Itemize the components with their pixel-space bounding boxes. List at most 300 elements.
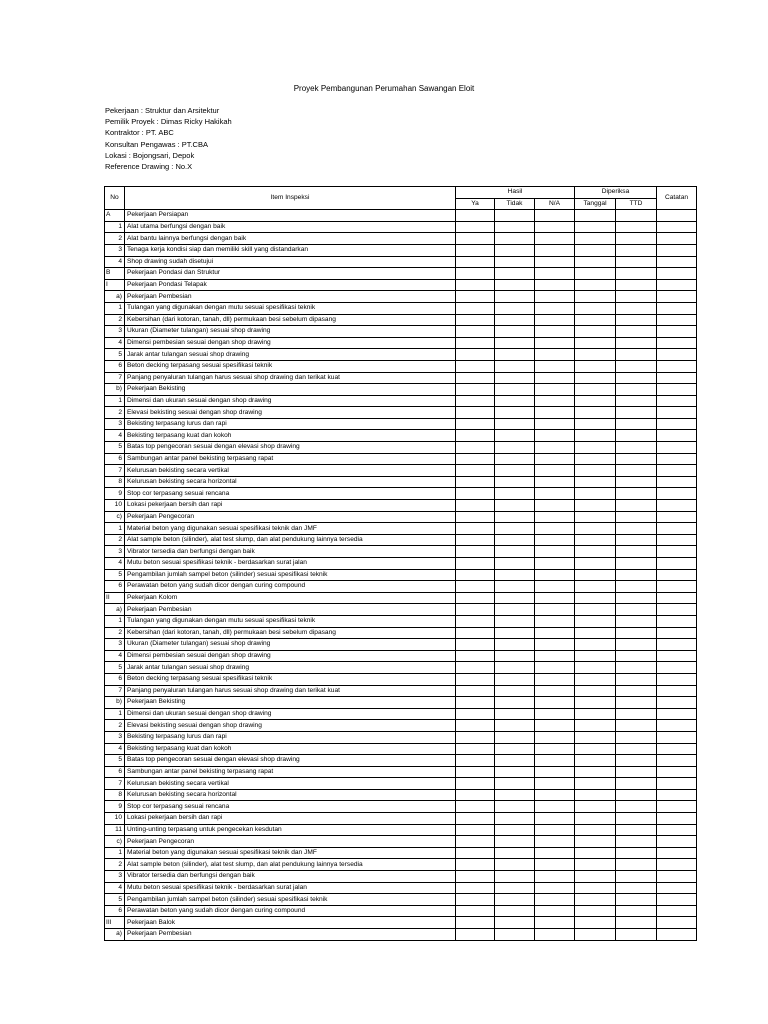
- cell-ya: [456, 778, 495, 790]
- row-number: 4: [105, 882, 125, 894]
- table-row: [105, 268, 697, 280]
- cell-na: [535, 673, 575, 685]
- cell-ttd: [616, 743, 657, 755]
- table-row: [105, 569, 697, 581]
- row-number: 6: [105, 905, 125, 917]
- cell-ya: [456, 894, 495, 906]
- row-item: Pekerjaan Pondasi Telapak: [125, 279, 456, 291]
- cell-tidak: [495, 581, 535, 593]
- cell-tanggal: [575, 256, 616, 268]
- cell-na: [535, 488, 575, 500]
- cell-ya: [456, 233, 495, 245]
- table-row: [105, 581, 697, 593]
- cell-ya: [456, 256, 495, 268]
- row-item: Perawatan beton yang sudah dicor dengan curing compound: [125, 581, 456, 593]
- cell-ttd: [616, 801, 657, 813]
- cell-tanggal: [575, 430, 616, 442]
- cell-tanggal: [575, 673, 616, 685]
- cell-catatan: [657, 813, 697, 825]
- row-number: 4: [105, 430, 125, 442]
- cell-ttd: [616, 326, 657, 338]
- cell-tidak: [495, 731, 535, 743]
- table-row: [105, 639, 697, 651]
- cell-catatan: [657, 801, 697, 813]
- cell-ya: [456, 465, 495, 477]
- cell-catatan: [657, 720, 697, 732]
- info-reference-drawing: Reference Drawing : No.X: [105, 162, 193, 172]
- table-row: [105, 314, 697, 326]
- cell-ttd: [616, 395, 657, 407]
- cell-catatan: [657, 302, 697, 314]
- cell-tidak: [495, 627, 535, 639]
- cell-tanggal: [575, 801, 616, 813]
- row-number: c): [105, 836, 125, 848]
- cell-catatan: [657, 847, 697, 859]
- cell-catatan: [657, 221, 697, 233]
- inspection-rows: [105, 210, 697, 940]
- table-row: [105, 442, 697, 454]
- table-row: [105, 824, 697, 836]
- cell-tanggal: [575, 546, 616, 558]
- cell-ttd: [616, 778, 657, 790]
- cell-tidak: [495, 558, 535, 570]
- cell-na: [535, 500, 575, 512]
- table-row: [105, 523, 697, 535]
- cell-ya: [456, 314, 495, 326]
- cell-ya: [456, 766, 495, 778]
- cell-ya: [456, 268, 495, 280]
- cell-tidak: [495, 882, 535, 894]
- cell-catatan: [657, 546, 697, 558]
- cell-tanggal: [575, 639, 616, 651]
- cell-na: [535, 372, 575, 384]
- cell-ya: [456, 581, 495, 593]
- cell-tidak: [495, 743, 535, 755]
- cell-ya: [456, 279, 495, 291]
- row-item: Stop cor terpasang sesuai rencana: [125, 801, 456, 813]
- table-row: [105, 604, 697, 616]
- cell-na: [535, 476, 575, 488]
- cell-tidak: [495, 905, 535, 917]
- cell-tidak: [495, 500, 535, 512]
- cell-tanggal: [575, 534, 616, 546]
- cell-tidak: [495, 337, 535, 349]
- cell-tidak: [495, 476, 535, 488]
- cell-tanggal: [575, 627, 616, 639]
- cell-ya: [456, 337, 495, 349]
- cell-tidak: [495, 824, 535, 836]
- cell-na: [535, 615, 575, 627]
- cell-ttd: [616, 302, 657, 314]
- table-row: [105, 256, 697, 268]
- row-item: Dimensi pembesian sesuai dengan shop drawing: [125, 337, 456, 349]
- row-item: Mutu beton sesuai spesifikasi teknik - berdasarkan surat jalan: [125, 882, 456, 894]
- cell-tanggal: [575, 581, 616, 593]
- cell-tanggal: [575, 233, 616, 245]
- row-item: Alat bantu lainnya berfungsi dengan baik: [125, 233, 456, 245]
- cell-tanggal: [575, 291, 616, 303]
- header-item: Item Inspeksi: [125, 187, 456, 210]
- row-item: Pekerjaan Pondasi dan Struktur: [125, 268, 456, 280]
- cell-tanggal: [575, 523, 616, 535]
- row-item: Beton decking terpasang sesuai spesifikasi teknik: [125, 673, 456, 685]
- cell-na: [535, 789, 575, 801]
- cell-tanggal: [575, 859, 616, 871]
- row-item: Mutu beton sesuai spesifikasi teknik - berdasarkan surat jalan: [125, 558, 456, 570]
- cell-catatan: [657, 708, 697, 720]
- cell-ttd: [616, 442, 657, 454]
- row-number: b): [105, 384, 125, 396]
- row-item: Vibrator tersedia dan berfungsi dengan baik: [125, 546, 456, 558]
- table-row: [105, 615, 697, 627]
- row-item: Sambungan antar panel bekisting terpasang rapat: [125, 453, 456, 465]
- cell-ttd: [616, 604, 657, 616]
- cell-ttd: [616, 708, 657, 720]
- row-number: 2: [105, 534, 125, 546]
- row-item: Pekerjaan Bekisting: [125, 384, 456, 396]
- cell-ya: [456, 836, 495, 848]
- cell-ttd: [616, 789, 657, 801]
- table-row: [105, 731, 697, 743]
- row-number: 7: [105, 372, 125, 384]
- cell-tanggal: [575, 592, 616, 604]
- table-row: [105, 871, 697, 883]
- cell-na: [535, 233, 575, 245]
- cell-na: [535, 743, 575, 755]
- row-item: Unting-unting terpasang untuk pengecekan kesdutan: [125, 824, 456, 836]
- cell-ttd: [616, 337, 657, 349]
- cell-tidak: [495, 291, 535, 303]
- row-number: 5: [105, 569, 125, 581]
- cell-tidak: [495, 859, 535, 871]
- row-item: Perawatan beton yang sudah dicor dengan curing compound: [125, 905, 456, 917]
- cell-catatan: [657, 360, 697, 372]
- cell-ya: [456, 731, 495, 743]
- cell-tidak: [495, 639, 535, 651]
- cell-ttd: [616, 929, 657, 941]
- cell-na: [535, 836, 575, 848]
- cell-tanggal: [575, 697, 616, 709]
- table-row: [105, 244, 697, 256]
- table-row: [105, 847, 697, 859]
- cell-tidak: [495, 894, 535, 906]
- table-row: [105, 720, 697, 732]
- row-item: Lokasi pekerjaan bersih dan rapi: [125, 500, 456, 512]
- row-item: Elevasi bekisting sesuai dengan shop drawing: [125, 720, 456, 732]
- cell-tidak: [495, 569, 535, 581]
- cell-catatan: [657, 395, 697, 407]
- cell-tidak: [495, 465, 535, 477]
- table-row: [105, 534, 697, 546]
- cell-ttd: [616, 558, 657, 570]
- cell-tidak: [495, 349, 535, 361]
- row-item: Kelurusan bekisting secara horizontal: [125, 789, 456, 801]
- cell-tanggal: [575, 743, 616, 755]
- cell-ya: [456, 360, 495, 372]
- row-number: 2: [105, 627, 125, 639]
- cell-ttd: [616, 384, 657, 396]
- cell-na: [535, 720, 575, 732]
- cell-tanggal: [575, 720, 616, 732]
- table-row: [105, 511, 697, 523]
- cell-tanggal: [575, 847, 616, 859]
- cell-ya: [456, 349, 495, 361]
- cell-catatan: [657, 581, 697, 593]
- row-item: Batas top pengecoran sesuai dengan elevasi shop drawing: [125, 755, 456, 767]
- cell-tidak: [495, 302, 535, 314]
- row-item: Pekerjaan Pengecoran: [125, 836, 456, 848]
- cell-tidak: [495, 615, 535, 627]
- cell-ya: [456, 418, 495, 430]
- cell-catatan: [657, 337, 697, 349]
- cell-tidak: [495, 488, 535, 500]
- cell-tanggal: [575, 824, 616, 836]
- cell-tanggal: [575, 210, 616, 222]
- cell-tanggal: [575, 604, 616, 616]
- row-item: Jarak antar tulangan sesuai shop drawing: [125, 349, 456, 361]
- row-number: 3: [105, 731, 125, 743]
- info-lokasi: Lokasi : Bojongsari, Depok: [105, 150, 195, 160]
- row-number: 6: [105, 673, 125, 685]
- cell-tidak: [495, 268, 535, 280]
- row-number: 3: [105, 244, 125, 256]
- row-item: Elevasi bekisting sesuai dengan shop drawing: [125, 407, 456, 419]
- row-item: Ukuran (Diameter tulangan) sesuai shop drawing: [125, 326, 456, 338]
- cell-na: [535, 801, 575, 813]
- cell-na: [535, 384, 575, 396]
- cell-ya: [456, 592, 495, 604]
- table-row: [105, 708, 697, 720]
- cell-ya: [456, 905, 495, 917]
- header-na: N/A: [535, 198, 575, 210]
- cell-catatan: [657, 430, 697, 442]
- cell-ya: [456, 697, 495, 709]
- cell-ttd: [616, 905, 657, 917]
- cell-tanggal: [575, 882, 616, 894]
- cell-tidak: [495, 546, 535, 558]
- cell-ttd: [616, 233, 657, 245]
- cell-ttd: [616, 766, 657, 778]
- cell-tidak: [495, 801, 535, 813]
- table-row: [105, 929, 697, 941]
- table-row: [105, 221, 697, 233]
- inspection-table: [104, 186, 697, 941]
- table-row: [105, 662, 697, 674]
- cell-na: [535, 534, 575, 546]
- cell-tanggal: [575, 418, 616, 430]
- table-row: [105, 859, 697, 871]
- table-row: [105, 360, 697, 372]
- row-item: Shop drawing sudah disetujui: [125, 256, 456, 268]
- row-number: A: [105, 210, 125, 222]
- cell-ya: [456, 685, 495, 697]
- cell-ya: [456, 847, 495, 859]
- cell-catatan: [657, 627, 697, 639]
- table-row: [105, 836, 697, 848]
- row-number: 4: [105, 743, 125, 755]
- row-number: b): [105, 697, 125, 709]
- cell-ttd: [616, 465, 657, 477]
- cell-tanggal: [575, 442, 616, 454]
- cell-tidak: [495, 697, 535, 709]
- cell-catatan: [657, 766, 697, 778]
- cell-na: [535, 268, 575, 280]
- row-number: 8: [105, 789, 125, 801]
- cell-tidak: [495, 523, 535, 535]
- cell-na: [535, 558, 575, 570]
- header-ya: Ya: [456, 198, 495, 210]
- cell-catatan: [657, 929, 697, 941]
- cell-ya: [456, 662, 495, 674]
- cell-tidak: [495, 592, 535, 604]
- row-number: 1: [105, 847, 125, 859]
- cell-ttd: [616, 210, 657, 222]
- header-tanggal: Tanggal: [575, 198, 616, 210]
- cell-tidak: [495, 221, 535, 233]
- row-number: 10: [105, 813, 125, 825]
- row-number: 3: [105, 639, 125, 651]
- row-item: Kebersihan (dari kotoran, tanah, dll) permukaan besi sebelum dipasang: [125, 627, 456, 639]
- cell-tanggal: [575, 500, 616, 512]
- row-number: 3: [105, 546, 125, 558]
- table-row: [105, 349, 697, 361]
- table-row: [105, 801, 697, 813]
- cell-na: [535, 650, 575, 662]
- cell-tanggal: [575, 221, 616, 233]
- row-number: 2: [105, 407, 125, 419]
- row-number: 11: [105, 824, 125, 836]
- cell-tanggal: [575, 905, 616, 917]
- row-number: 9: [105, 801, 125, 813]
- cell-tidak: [495, 360, 535, 372]
- cell-ya: [456, 755, 495, 767]
- table-row: [105, 697, 697, 709]
- row-item: Stop cor terpasang sesuai rencana: [125, 488, 456, 500]
- cell-tanggal: [575, 894, 616, 906]
- row-number: 3: [105, 871, 125, 883]
- cell-ttd: [616, 639, 657, 651]
- cell-ttd: [616, 824, 657, 836]
- row-number: 2: [105, 314, 125, 326]
- cell-tanggal: [575, 778, 616, 790]
- cell-tidak: [495, 685, 535, 697]
- row-item: Ukuran (Diameter tulangan) sesuai shop drawing: [125, 639, 456, 651]
- cell-tanggal: [575, 755, 616, 767]
- cell-na: [535, 592, 575, 604]
- row-item: Alat utama berfungsi dengan baik: [125, 221, 456, 233]
- cell-na: [535, 755, 575, 767]
- cell-tanggal: [575, 465, 616, 477]
- row-item: Pengambilan jumlah sampel beton (silinder) sesuai spesifikasi teknik: [125, 569, 456, 581]
- cell-ya: [456, 917, 495, 929]
- cell-na: [535, 244, 575, 256]
- cell-tidak: [495, 314, 535, 326]
- cell-ya: [456, 453, 495, 465]
- row-item: Bekisting terpasang lurus dan rapi: [125, 418, 456, 430]
- row-number: 7: [105, 465, 125, 477]
- cell-catatan: [657, 778, 697, 790]
- cell-ya: [456, 929, 495, 941]
- row-number: 4: [105, 337, 125, 349]
- cell-catatan: [657, 256, 697, 268]
- table-row: [105, 279, 697, 291]
- row-item: Sambungan antar panel bekisting terpasang rapat: [125, 766, 456, 778]
- cell-ttd: [616, 418, 657, 430]
- row-item: Material beton yang digunakan sesuai spesifikasi teknik dan JMF: [125, 523, 456, 535]
- cell-ttd: [616, 221, 657, 233]
- info-pekerjaan: Pekerjaan : Struktur dan Arsitektur: [105, 106, 220, 115]
- table-row: [105, 488, 697, 500]
- cell-ya: [456, 395, 495, 407]
- row-number: 5: [105, 662, 125, 674]
- cell-tidak: [495, 929, 535, 941]
- cell-na: [535, 453, 575, 465]
- cell-tanggal: [575, 337, 616, 349]
- cell-catatan: [657, 673, 697, 685]
- cell-ttd: [616, 430, 657, 442]
- table-row: [105, 465, 697, 477]
- table-row: [105, 789, 697, 801]
- row-number: 4: [105, 650, 125, 662]
- cell-tidak: [495, 244, 535, 256]
- cell-na: [535, 465, 575, 477]
- row-item: Bekisting terpasang kuat dan kokoh: [125, 743, 456, 755]
- cell-na: [535, 731, 575, 743]
- cell-ttd: [616, 534, 657, 546]
- row-item: Kebersihan (dari kotoran, tanah, dll) permukaan besi sebelum dipasang: [125, 314, 456, 326]
- cell-ya: [456, 546, 495, 558]
- cell-ya: [456, 221, 495, 233]
- cell-na: [535, 256, 575, 268]
- row-number: II: [105, 592, 125, 604]
- cell-tidak: [495, 372, 535, 384]
- cell-ya: [456, 604, 495, 616]
- row-item: Dimensi pembesian sesuai dengan shop drawing: [125, 650, 456, 662]
- header-hasil: Hasil: [456, 187, 575, 199]
- cell-tanggal: [575, 929, 616, 941]
- cell-na: [535, 210, 575, 222]
- row-item: Pekerjaan Kolom: [125, 592, 456, 604]
- cell-catatan: [657, 326, 697, 338]
- row-number: a): [105, 929, 125, 941]
- cell-tidak: [495, 407, 535, 419]
- cell-na: [535, 430, 575, 442]
- cell-tanggal: [575, 372, 616, 384]
- cell-tidak: [495, 453, 535, 465]
- row-number: 5: [105, 349, 125, 361]
- row-number: a): [105, 604, 125, 616]
- cell-tanggal: [575, 302, 616, 314]
- row-number: 5: [105, 442, 125, 454]
- table-row: [105, 685, 697, 697]
- cell-catatan: [657, 789, 697, 801]
- cell-catatan: [657, 615, 697, 627]
- cell-tanggal: [575, 708, 616, 720]
- cell-na: [535, 349, 575, 361]
- row-item: Kelurusan bekisting secara horizontal: [125, 476, 456, 488]
- cell-tidak: [495, 708, 535, 720]
- cell-catatan: [657, 523, 697, 535]
- cell-ttd: [616, 546, 657, 558]
- table-row: [105, 917, 697, 929]
- row-item: Panjang penyaluran tulangan harus sesuai shop drawing dan terikat kuat: [125, 372, 456, 384]
- row-item: Dimensi dan ukuran sesuai dengan shop drawing: [125, 395, 456, 407]
- cell-na: [535, 894, 575, 906]
- cell-catatan: [657, 824, 697, 836]
- cell-ya: [456, 488, 495, 500]
- cell-ttd: [616, 917, 657, 929]
- row-number: a): [105, 291, 125, 303]
